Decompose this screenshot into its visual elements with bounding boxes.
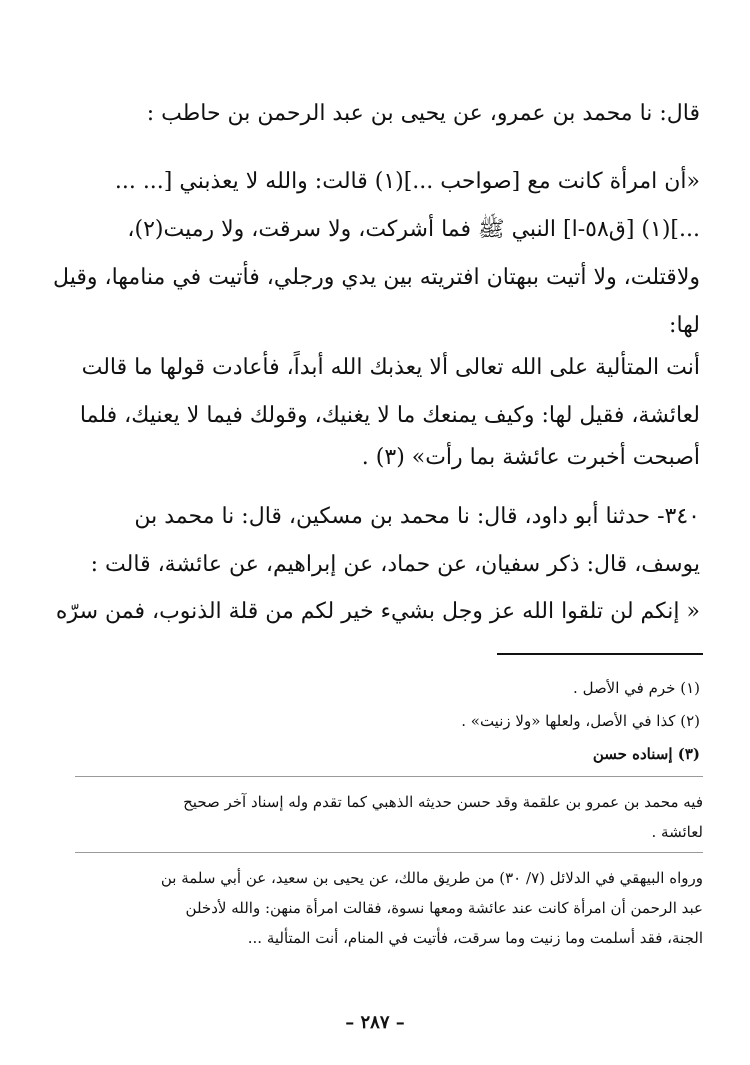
footnote-3-heading: (٣) إسناده حسن — [592, 745, 700, 763]
footnote-3-text: الجنة، فقد أسلمت وما زنيت وما سرقت، فأتيت في المنام، أنت المتألية ... — [247, 929, 703, 947]
footnote-separator — [497, 653, 703, 655]
footnote-3-text: فيه محمد بن عمرو بن علقمة وقد حسن حديثه الذهبي كما تقدم وله إسناد آخر صحيح — [183, 793, 703, 811]
page-number: – ٢٨٧ – — [345, 1012, 405, 1033]
hadith-line: ...](١) [ق٥٨-ا] النبي ﷺ فما أشركت، ولا سرقت، ولا رميت(٢)، — [127, 217, 700, 242]
footnote-3-text: لعائشة . — [651, 823, 703, 841]
hadith-line: لها: — [669, 313, 700, 338]
hadith-340-line: يوسف، قال: ذكر سفيان، عن حماد، عن إبراهيم، عن عائشة، قالت : — [90, 552, 700, 577]
footnote-body-divider — [75, 776, 703, 777]
hadith-line: أصبحت أخبرت عائشة بما رأت» (٣) . — [361, 445, 700, 470]
footnote-2: (٢) كذا في الأصل، ولعلها «ولا زنيت» . — [461, 712, 700, 730]
hadith-340-line: ٣٤٠- حدثنا أبو داود، قال: نا محمد بن مسكين، قال: نا محمد بن — [134, 504, 700, 529]
hadith-340-line: « إنكم لن تلقوا الله عز وجل بشيء خير لكم من قلة الذنوب، فمن سرّه — [55, 599, 700, 624]
footnote-3-text: عبد الرحمن أن امرأة كانت عند عائشة ومعها نسوة، فقالت امرأة منهن: والله لأدخلن — [185, 899, 703, 917]
hadith-line: أنت المتألية على الله تعالى ألا يعذبك الله أبداً، فأعادت قولها ما قالت — [81, 355, 700, 380]
hadith-line: لعائشة، فقيل لها: وكيف يمنعك ما لا يغنيك، وقولك فيما لا يعنيك، فلما — [79, 403, 700, 428]
hadith-line: «أن امرأة كانت مع [صواحب ...](١) قالت: والله لا يعذبني [... ... — [114, 169, 700, 194]
footnote-1: (١) خرم في الأصل . — [573, 679, 700, 697]
footnote-body-divider — [75, 852, 703, 853]
narration-line: قال: نا محمد بن عمرو، عن يحيى بن عبد الرحمن بن حاطب : — [146, 101, 700, 126]
hadith-line: ولاقتلت، ولا أتيت ببهتان افتريته بين يدي ورجلي، فأتيت في منامها، وقيل — [53, 265, 700, 290]
footnote-3-text: ورواه البيهقي في الدلائل (٧/ ٣٠) من طريق مالك، عن يحيى بن سعيد، عن أبي سلمة بن — [160, 869, 703, 887]
